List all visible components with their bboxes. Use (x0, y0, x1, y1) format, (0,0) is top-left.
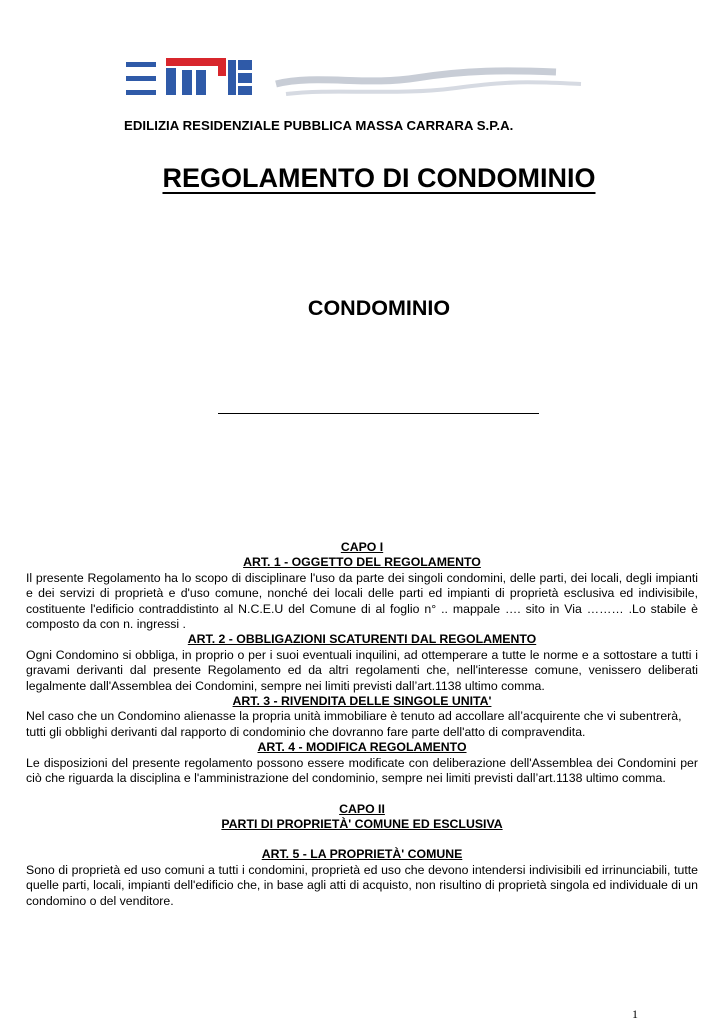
art-3-text-1: Nel caso che un Condomino alienasse la propria unità immobiliare è tenuto ad accollare all’acquirente che vi subentrerà, (26, 709, 682, 724)
art-4-text: Le disposizioni del presente regolamento possono essere modificate con deliberazione dell'Assemblea dei Condomini per ciò che riguarda la disciplina e l'amministrazione del condominio, sempre nei limiti previsti dall’art.1138 ultimo comma. (26, 755, 698, 786)
signature-line (218, 413, 539, 414)
art-2-heading: ART. 2 - OBBLIGAZIONI SCATURENTI DAL REGOLAMENTO (187, 632, 537, 647)
art-3-heading: ART. 3 - RIVENDITA DELLE SINGOLE UNITA' (232, 694, 492, 709)
art-1-text: Il presente Regolamento ha lo scopo di disciplinare l'uso da parte dei singoli condomini, delle parti, dei locali, degli impianti e dei servizi di proprietà e d'uso comune, nonché dei locali delle parti ed impianti di proprietà esclusiva ed indivisibile, costituente l'edificio contraddistinto al N.C.E.U del Comune di al foglio n° .. mappale …. sito in Via ……… .Lo stabile è composto da con n. ingressi . (26, 570, 698, 632)
capo-2-heading: CAPO II (339, 801, 385, 816)
organization-name: EDILIZIA RESIDENZIALE PUBBLICA MASSA CARRARA S.P.A. (124, 118, 514, 133)
art-5-text: Sono di proprietà ed uso comuni a tutti i condomini, proprietà ed uso che devono intendersi indivisibili ed irrinunciabili, tutte quelle parti, locali, impianti dell'edificio che, in base agli atti di acquisto, non risultino di proprietà singola ed individuale di un condomino o del venditore. (26, 862, 698, 908)
art-3-text-2: tutti gli obblighi derivanti dal rapporto di condominio che dovranno fare parte dell'atto di compravendita. (26, 724, 586, 739)
art-4-heading: ART. 4 - MODIFICA REGOLAMENTO (257, 740, 467, 755)
page-number: 1 (632, 1007, 638, 1021)
capo-2-subheading: PARTI DI PROPRIETÀ' COMUNE ED ESCLUSIVA (221, 816, 503, 831)
company-logo (126, 56, 586, 104)
regulation-body (26, 540, 698, 909)
art-1-heading: ART. 1 - OGGETTO DEL REGOLAMENTO (243, 555, 481, 570)
art-2-text: Ogni Condomino si obbliga, in proprio o per i suoi eventuali inquilini, ad ottemperare a tutte le norme e a sottostare a tutti i gravami derivanti dal presente Regolamento ed da altri regolamenti che, nell'interesse comune, venissero deliberati legalmente dall'Assemblea dei Condomini, sempre nei limiti previsti dall’art.1138 ultimo comma. (26, 647, 698, 693)
art-5-heading: ART. 5 - LA PROPRIETÀ' COMUNE (261, 847, 463, 862)
document-subtitle: CONDOMINIO (307, 296, 451, 320)
document-title: REGOLAMENTO DI CONDOMINIO (162, 163, 596, 193)
capo-1-heading: CAPO I (340, 540, 384, 554)
